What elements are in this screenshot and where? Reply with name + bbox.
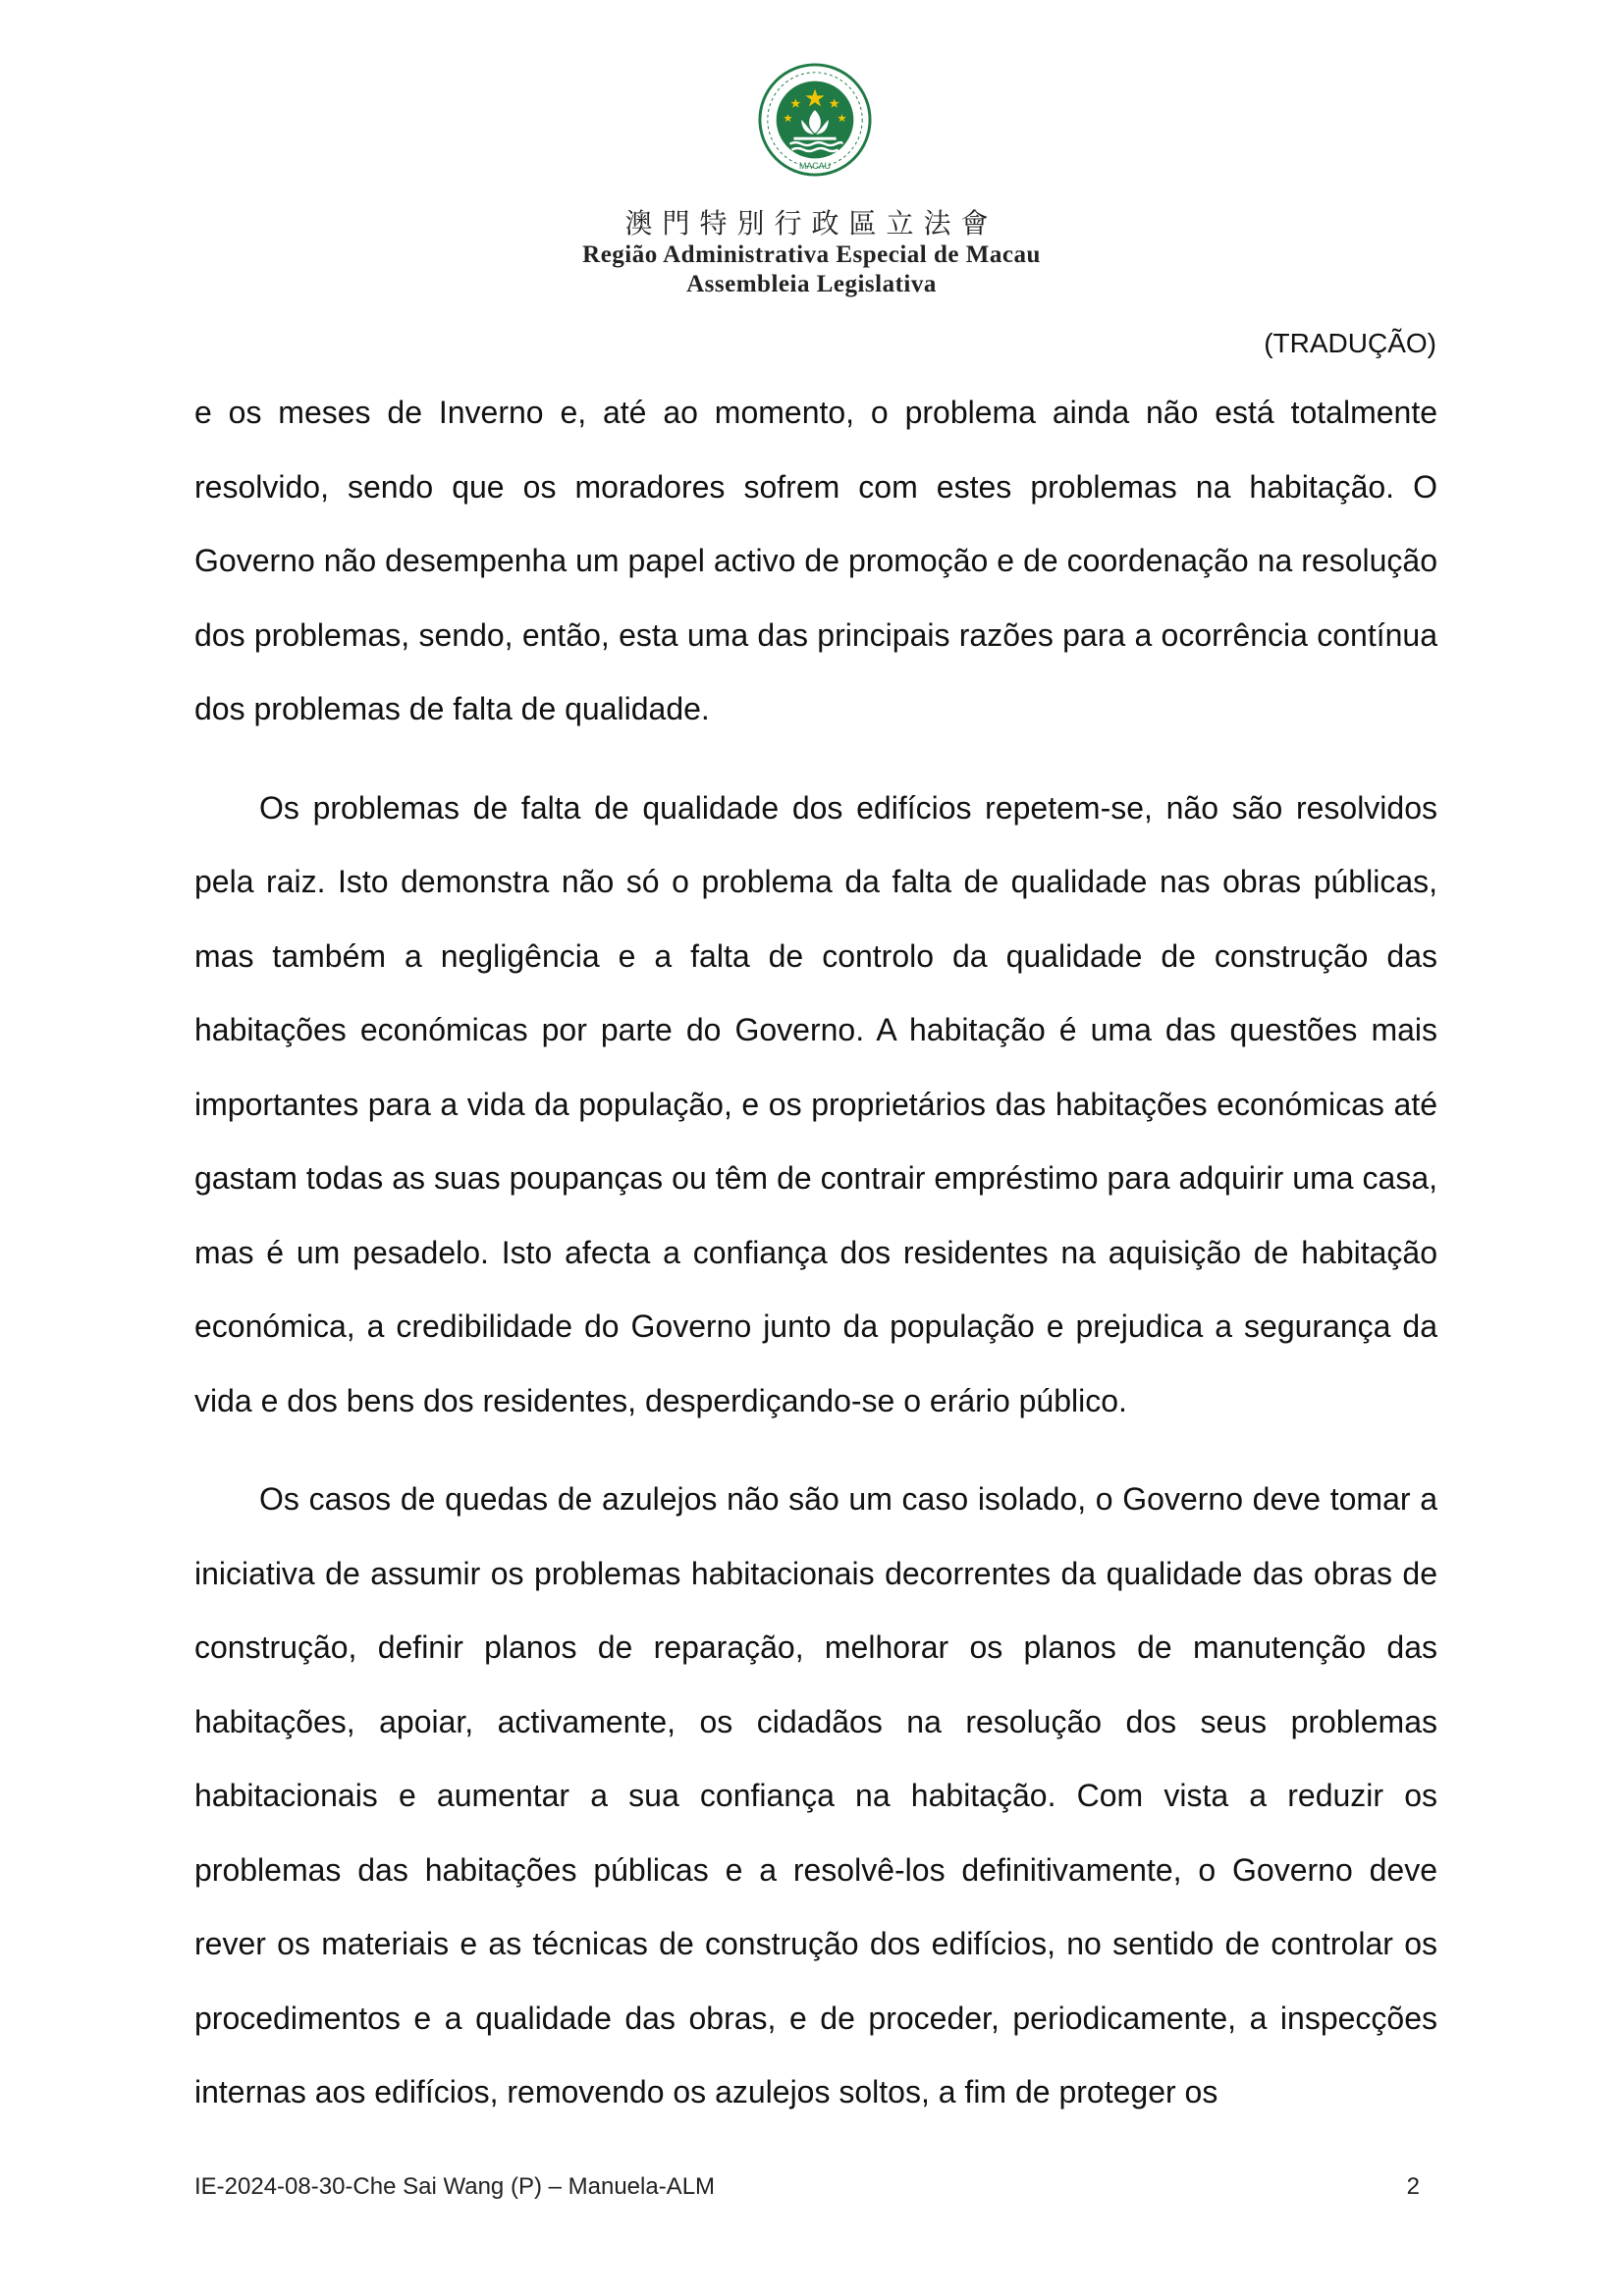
page-number: 2 (1406, 2173, 1420, 2200)
macau-emblem-icon (757, 61, 873, 179)
paragraph: Os casos de quedas de azulejos não são um caso isolado, o Governo deve tomar a iniciativa de assumir os problemas habitacionais decorrentes da qualidade das obras de construção, definir planos de reparação, melhorar os planos de manutenção das habitações, apoiar, activamente, os cidadãos na resolução dos seus problemas habitacionais e aumentar a sua confiança na habitação. Com vista a reduzir os problemas das habitações públicas e a resolvê-los definitivamente, o Governo deve rever os materiais e as técnicas de construção dos edifícios, no sentido de controlar os procedimentos e a qualidade das obras, e de proceder, periodicamente, a inspecções internas aos edifícios, removendo os azulejos soltos, a fim de proteger os (194, 1481, 1437, 2109)
header-chinese-title: 澳門特別行政區立法會 (624, 207, 999, 240)
footer-reference: IE-2024-08-30-Che Sai Wang (P) – Manuela-ALM (194, 2173, 716, 2200)
header-region-name: Região Administrativa Especial de Macau (582, 241, 1041, 268)
header-assembly-name: Assembleia Legislativa (686, 271, 937, 297)
paragraph: e os meses de Inverno e, até ao momento, o problema ainda não está totalmente resolvido, sendo que os moradores sofrem com estes problemas na habitação. O Governo não desempenha um papel activo de promoção e de coordenação na resolução dos problemas, sendo, então, esta uma das principais razões para a ocorrência contínua dos problemas de falta de qualidade. (194, 395, 1437, 726)
paragraph: Os problemas de falta de qualidade dos edifícios repetem-se, não são resolvidos pela raiz. Isto demonstra não só o problema da falta de qualidade nas obras públicas, mas também a negligência e a falta de controlo da qualidade de construção das habitações económicas por parte do Governo. A habitação é uma das questões mais importantes para a vida da população, e os proprietários das habitações económicas até gastam todas as suas poupanças ou têm de contrair empréstimo para adquirir uma casa, mas é um pesadelo. Isto afecta a confiança dos residentes na aquisição de habitação económica, a credibilidade do Governo junto da população e prejudica a segurança da vida e dos bens dos residentes, desperdiçando-se o erário público. (194, 789, 1437, 1418)
translation-mark: (TRADUÇÃO) (1264, 328, 1436, 358)
document-body (194, 376, 1437, 2155)
emblem-text: MACAU (799, 161, 831, 172)
